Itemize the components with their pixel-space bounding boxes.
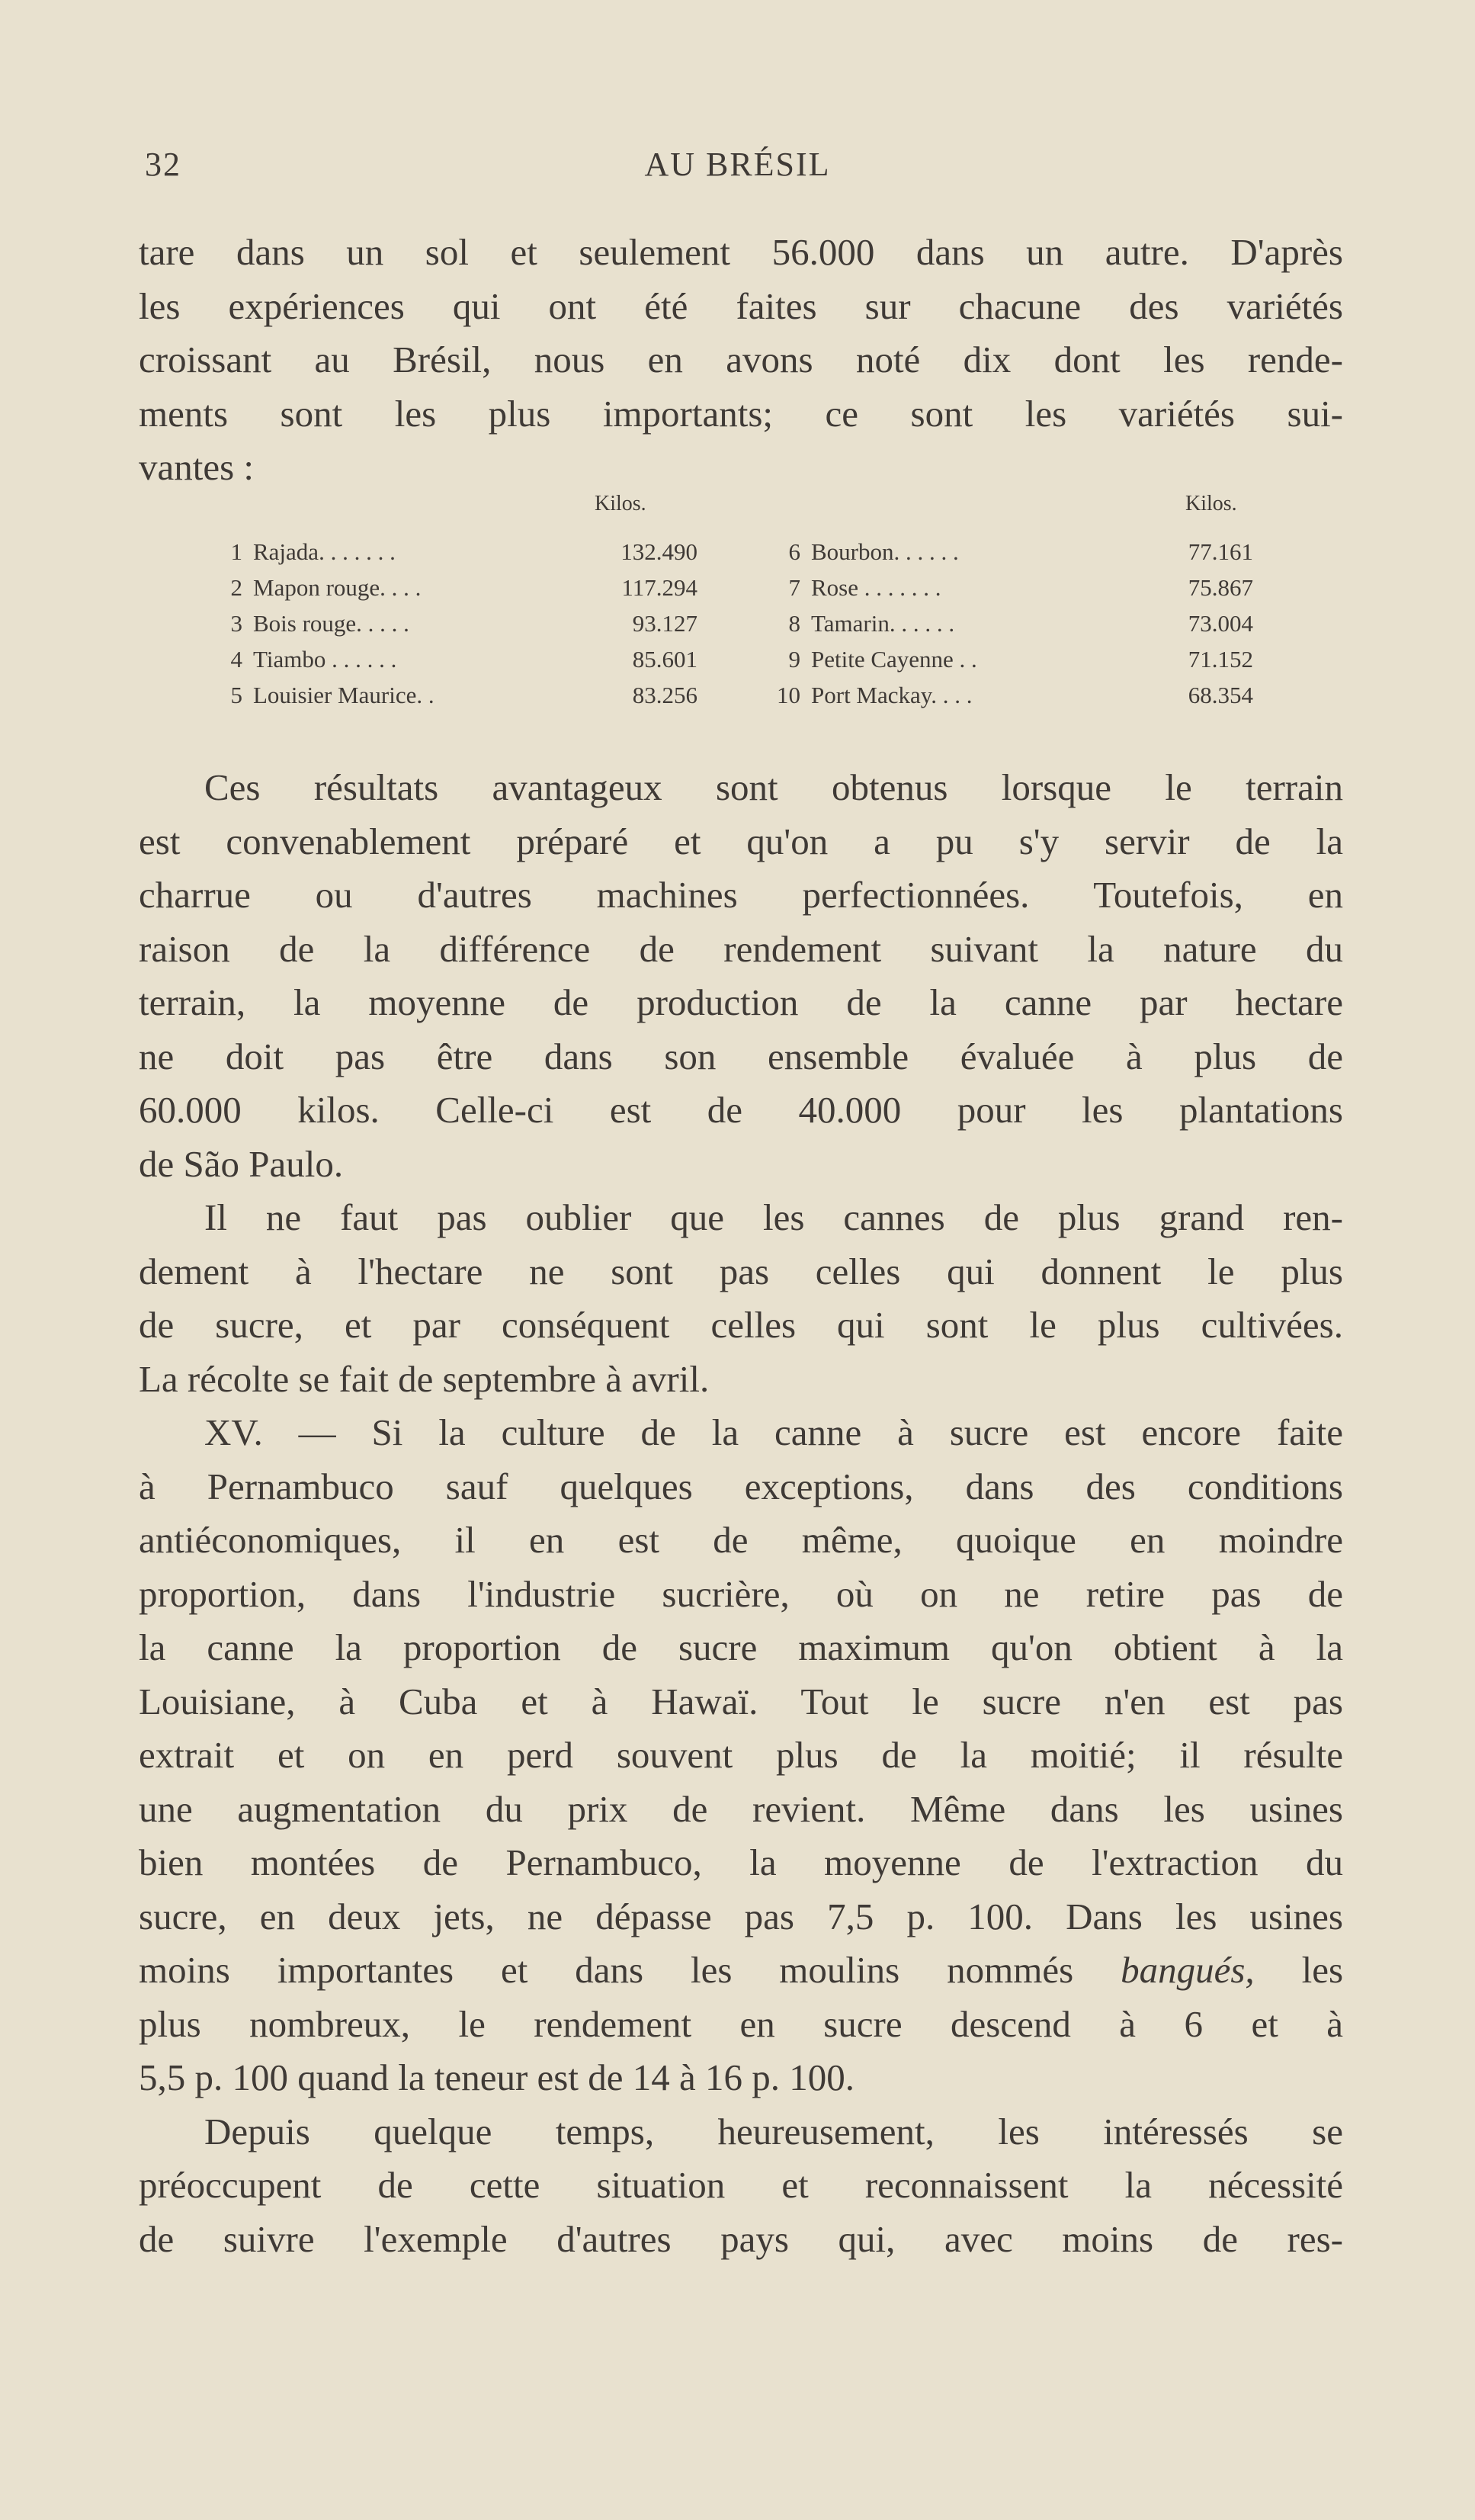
text-line: Ces résultats avantageux sont obtenus lorsque le terrain bbox=[204, 766, 1343, 808]
text-line: 60.000 kilos. Celle-ci est de 40.000 pour les plantations bbox=[139, 1089, 1343, 1131]
text-line: une augmentation du prix de revient. Même dans les usines bbox=[139, 1787, 1343, 1830]
text-line: la canne la proportion de sucre maximum qu'on obtient à la bbox=[139, 1626, 1343, 1668]
text-line: Depuis quelque temps, heureusement, les intéressés se bbox=[204, 2110, 1343, 2152]
variety-name: Tamarin. . . . . . bbox=[811, 610, 955, 637]
text-line: antiéconomiques, il en est de même, quoique en moindre bbox=[139, 1519, 1343, 1561]
yield-value: 68.354 bbox=[1188, 682, 1253, 708]
variety-name: Rajada. . . . . . . bbox=[253, 538, 396, 565]
text-line: ne doit pas être dans son ensemble évaluée à plus de bbox=[139, 1035, 1343, 1077]
text-line: Louisiane, à Cuba et à Hawaï. Tout le sucre n'en est pas bbox=[139, 1680, 1343, 1722]
text-line: XV. — Si la culture de la canne à sucre est encore faite bbox=[204, 1411, 1343, 1453]
text-line: bien montées de Pernambuco, la moyenne de l'extraction du bbox=[139, 1841, 1343, 1883]
text-line: terrain, la moyenne de production de la canne par hectare bbox=[139, 981, 1343, 1023]
variety-number: 3 bbox=[230, 610, 242, 637]
yield-value: 132.490 bbox=[620, 538, 697, 565]
text-line: les expériences qui ont été faites sur chacune des variétés bbox=[139, 284, 1343, 327]
variety-number: 4 bbox=[230, 646, 242, 673]
text-line: dement à l'hectare ne sont pas celles qui donnent le plus bbox=[139, 1250, 1343, 1292]
variety-name: Bois rouge. . . . . bbox=[253, 610, 409, 637]
text-line: raison de la différence de rendement suivant la nature du bbox=[139, 927, 1343, 970]
unit-label: Kilos. bbox=[1185, 492, 1237, 515]
text-line: 5,5 p. 100 quand la teneur est de 14 à 16 p. 100. bbox=[139, 2056, 855, 2098]
variety-number: 6 bbox=[788, 538, 800, 565]
yield-value: 71.152 bbox=[1188, 646, 1253, 673]
yield-value: 77.161 bbox=[1188, 538, 1253, 565]
variety-number: 8 bbox=[788, 610, 800, 637]
variety-name: Port Mackay. . . . bbox=[811, 682, 973, 708]
text-line: préoccupent de cette situation et reconnaissent la nécessité bbox=[139, 2164, 1343, 2206]
variety-number: 9 bbox=[788, 646, 800, 673]
text-line: tare dans un sol et seulement 56.000 dans un autre. D'après bbox=[139, 231, 1343, 273]
text-line: de sucre, et par conséquent celles qui sont le plus cultivées. bbox=[139, 1304, 1343, 1346]
text-segment: moins importantes et dans les moulins nommés bbox=[139, 1949, 1074, 1991]
body-text bbox=[139, 761, 1343, 2266]
yield-value: 73.004 bbox=[1188, 610, 1253, 637]
text-line: ments sont les plus importants; ce sont les variétés sui- bbox=[139, 392, 1343, 435]
variety-number: 1 bbox=[230, 538, 242, 565]
variety-name: Mapon rouge. . . . bbox=[253, 574, 422, 601]
yield-value: 93.127 bbox=[632, 610, 697, 637]
variety-name: Bourbon. . . . . . bbox=[811, 538, 959, 565]
text-line: charrue ou d'autres machines perfectionnées. Toutefois, en bbox=[139, 874, 1343, 916]
yield-value: 75.867 bbox=[1188, 574, 1253, 601]
text-line: de São Paulo. bbox=[139, 1142, 344, 1185]
variety-number: 10 bbox=[777, 682, 800, 708]
text-line: croissant au Brésil, nous en avons noté dix dont les rende- bbox=[139, 339, 1343, 380]
variety-name: Louisier Maurice. . bbox=[253, 682, 434, 708]
text-line: à Pernambuco sauf quelques exceptions, dans des conditions bbox=[139, 1465, 1343, 1507]
variety-number: 2 bbox=[230, 574, 242, 601]
running-title: AU BRÉSIL bbox=[644, 146, 831, 183]
unit-label: Kilos. bbox=[595, 492, 646, 515]
text-line: sucre, en deux jets, ne dépasse pas 7,5 p. 100. Dans les usines bbox=[139, 1895, 1343, 1937]
text-line: de suivre l'exemple d'autres pays qui, avec moins de res- bbox=[139, 2217, 1343, 2260]
text-segment: les bbox=[1301, 1949, 1344, 1991]
text-line: plus nombreux, le rendement en sucre descend à 6 et à bbox=[139, 2002, 1343, 2045]
text-line: La récolte se fait de septembre à avril. bbox=[139, 1357, 710, 1400]
variety-name: Tiambo . . . . . . bbox=[253, 646, 397, 673]
text-line: est convenablement préparé et qu'on a pu s'y servir de la bbox=[139, 820, 1343, 862]
text-line: proportion, dans l'industrie sucrière, où on ne retire pas de bbox=[139, 1572, 1343, 1615]
italic-term: bangués, bbox=[1121, 1949, 1255, 1991]
intro-paragraph bbox=[139, 226, 1343, 495]
text-line: extrait et on en perd souvent plus de la moitié; il résulte bbox=[139, 1734, 1343, 1776]
text-line: Il ne faut pas oublier que les cannes de plus grand ren- bbox=[204, 1196, 1343, 1238]
variety-number: 5 bbox=[230, 682, 242, 708]
yield-value: 85.601 bbox=[632, 646, 697, 673]
variety-name: Petite Cayenne . . bbox=[811, 646, 977, 673]
yield-value: 83.256 bbox=[632, 682, 697, 708]
variety-name: Rose . . . . . . . bbox=[811, 574, 941, 601]
text-line bbox=[139, 1944, 1343, 1998]
page-number: 32 bbox=[145, 146, 181, 183]
variety-number: 7 bbox=[788, 574, 800, 601]
text-line: vantes : bbox=[139, 446, 255, 488]
yield-value: 117.294 bbox=[621, 574, 697, 601]
